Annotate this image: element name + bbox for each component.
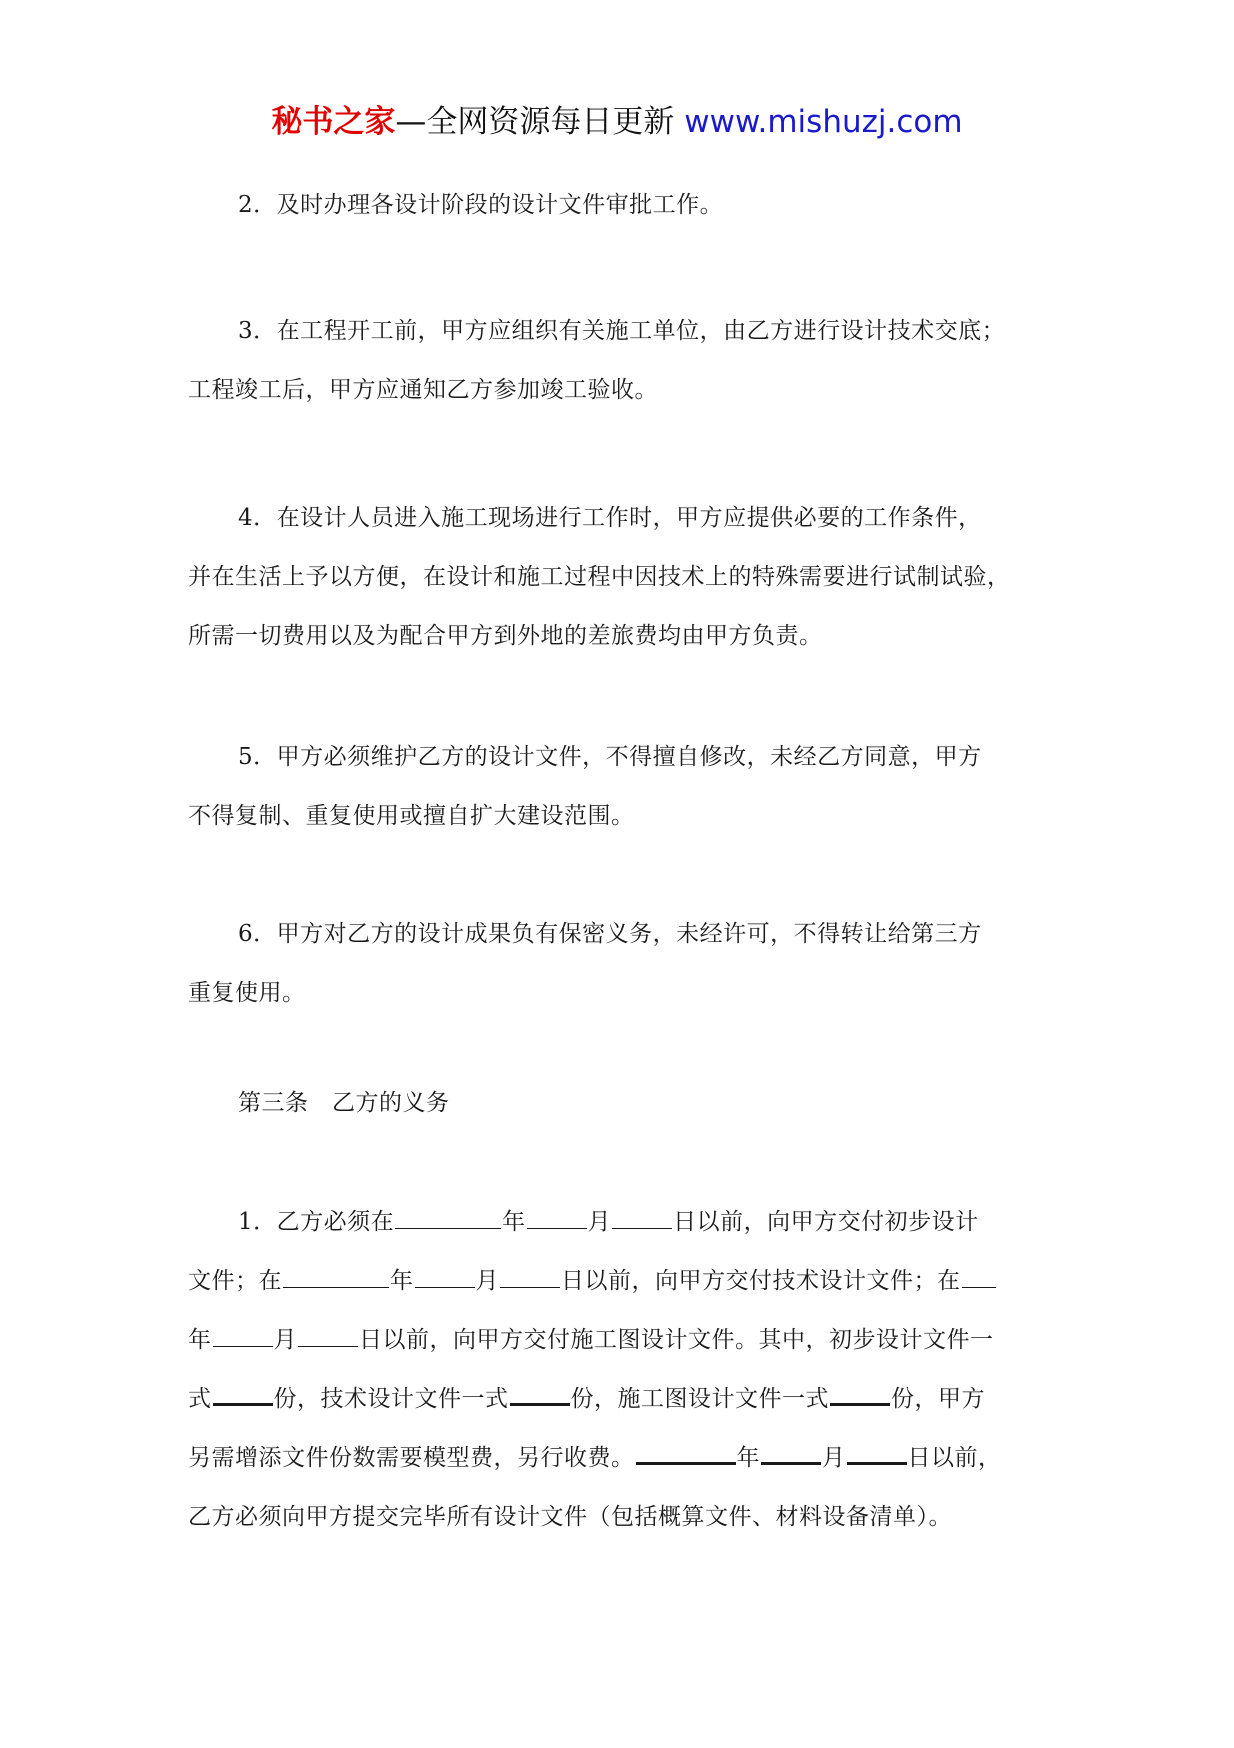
text-line: 所需一切费用以及为配合甲方到外地的差旅费均由甲方负责。 xyxy=(188,623,823,649)
copies-blank xyxy=(213,1381,273,1406)
text-segment: 份，技术设计文件一式 xyxy=(273,1386,509,1412)
text-segment: 式 xyxy=(188,1386,212,1412)
text-line xyxy=(188,1488,1060,1547)
text-segment: 日以前，向甲方交付技术设计文件；在 xyxy=(561,1268,961,1294)
text-segment: 文件；在 xyxy=(188,1268,282,1294)
month-blank xyxy=(527,1206,587,1229)
day-blank xyxy=(298,1324,358,1347)
text-segment: 日以前，向甲方交付施工图设计文件。其中，初步设计文件一 xyxy=(359,1327,994,1353)
text-line: 重复使用。 xyxy=(188,980,306,1006)
text-line xyxy=(188,1193,1060,1252)
page-header xyxy=(0,100,1234,144)
text-segment: 1．乙方必须在 xyxy=(238,1209,395,1235)
text-segment: 月 xyxy=(273,1327,297,1353)
month-blank xyxy=(761,1440,821,1465)
text-line xyxy=(188,1252,1060,1311)
text-line: 6．甲方对乙方的设计成果负有保密义务，未经许可，不得转让给第三方 xyxy=(238,921,982,947)
paragraph-6 xyxy=(188,905,1060,1023)
text-line xyxy=(188,1311,1060,1370)
text-segment: 年 xyxy=(390,1268,414,1294)
paragraph-4 xyxy=(188,489,1060,666)
text-line: 5．甲方必须维护乙方的设计文件，不得擅自修改，未经乙方同意，甲方 xyxy=(238,744,982,770)
text-segment: 年 xyxy=(502,1209,526,1235)
text-segment: 份，甲方 xyxy=(891,1386,985,1412)
text-segment: 月 xyxy=(822,1445,846,1471)
paragraph-5 xyxy=(188,728,1060,846)
month-blank xyxy=(213,1324,273,1347)
text-line: 并在生活上予以方便，在设计和施工过程中因技术上的特殊需要进行试制试验， xyxy=(188,564,1011,590)
paragraph-3 xyxy=(188,302,1060,420)
text-line: 不得复制、重复使用或擅自扩大建设范围。 xyxy=(188,803,635,829)
text-segment: 月 xyxy=(587,1209,612,1235)
text-line xyxy=(188,1370,1060,1429)
day-blank xyxy=(847,1440,907,1465)
text-segment: 年 xyxy=(736,1445,760,1471)
year-blank xyxy=(962,1265,996,1288)
section-heading: 第三条 乙方的义务 xyxy=(238,1090,450,1116)
text-line xyxy=(188,1429,1060,1488)
copies-blank xyxy=(510,1381,570,1406)
text-segment: 日以前，向甲方交付初步设计 xyxy=(673,1209,979,1235)
month-blank xyxy=(415,1265,475,1288)
year-blank xyxy=(636,1440,736,1465)
text-line: 2．及时办理各设计阶段的设计文件审批工作。 xyxy=(238,192,724,218)
text-segment: 日以前， xyxy=(907,1445,1002,1471)
header-brand: 秘书之家 xyxy=(271,104,396,140)
clause-1 xyxy=(188,1193,1060,1547)
text-segment: 份，施工图设计文件一式 xyxy=(570,1386,829,1412)
paragraph-2 xyxy=(188,176,1060,235)
text-line: 工程竣工后，甲方应通知乙方参加竣工验收。 xyxy=(188,377,658,403)
text-line: 3．在工程开工前，甲方应组织有关施工单位，由乙方进行设计技术交底； xyxy=(238,318,1006,344)
header-url-link[interactable]: www.mishuzj.com xyxy=(684,104,963,140)
day-blank xyxy=(612,1206,672,1229)
header-slogan: —全网资源每日更新 xyxy=(395,104,675,140)
copies-blank xyxy=(830,1381,890,1406)
text-segment: 月 xyxy=(475,1268,499,1294)
text-segment: 年 xyxy=(188,1327,212,1353)
year-blank xyxy=(283,1265,389,1288)
year-blank xyxy=(395,1206,501,1229)
text-line: 4．在设计人员进入施工现场进行工作时，甲方应提供必要的工作条件， xyxy=(238,505,982,531)
text-segment: 另需增添文件份数需要模型费，另行收费。 xyxy=(188,1445,635,1471)
text-segment: 乙方必须向甲方提交完毕所有设计文件（包括概算文件、材料设备清单）。 xyxy=(188,1504,952,1530)
day-blank xyxy=(500,1265,560,1288)
